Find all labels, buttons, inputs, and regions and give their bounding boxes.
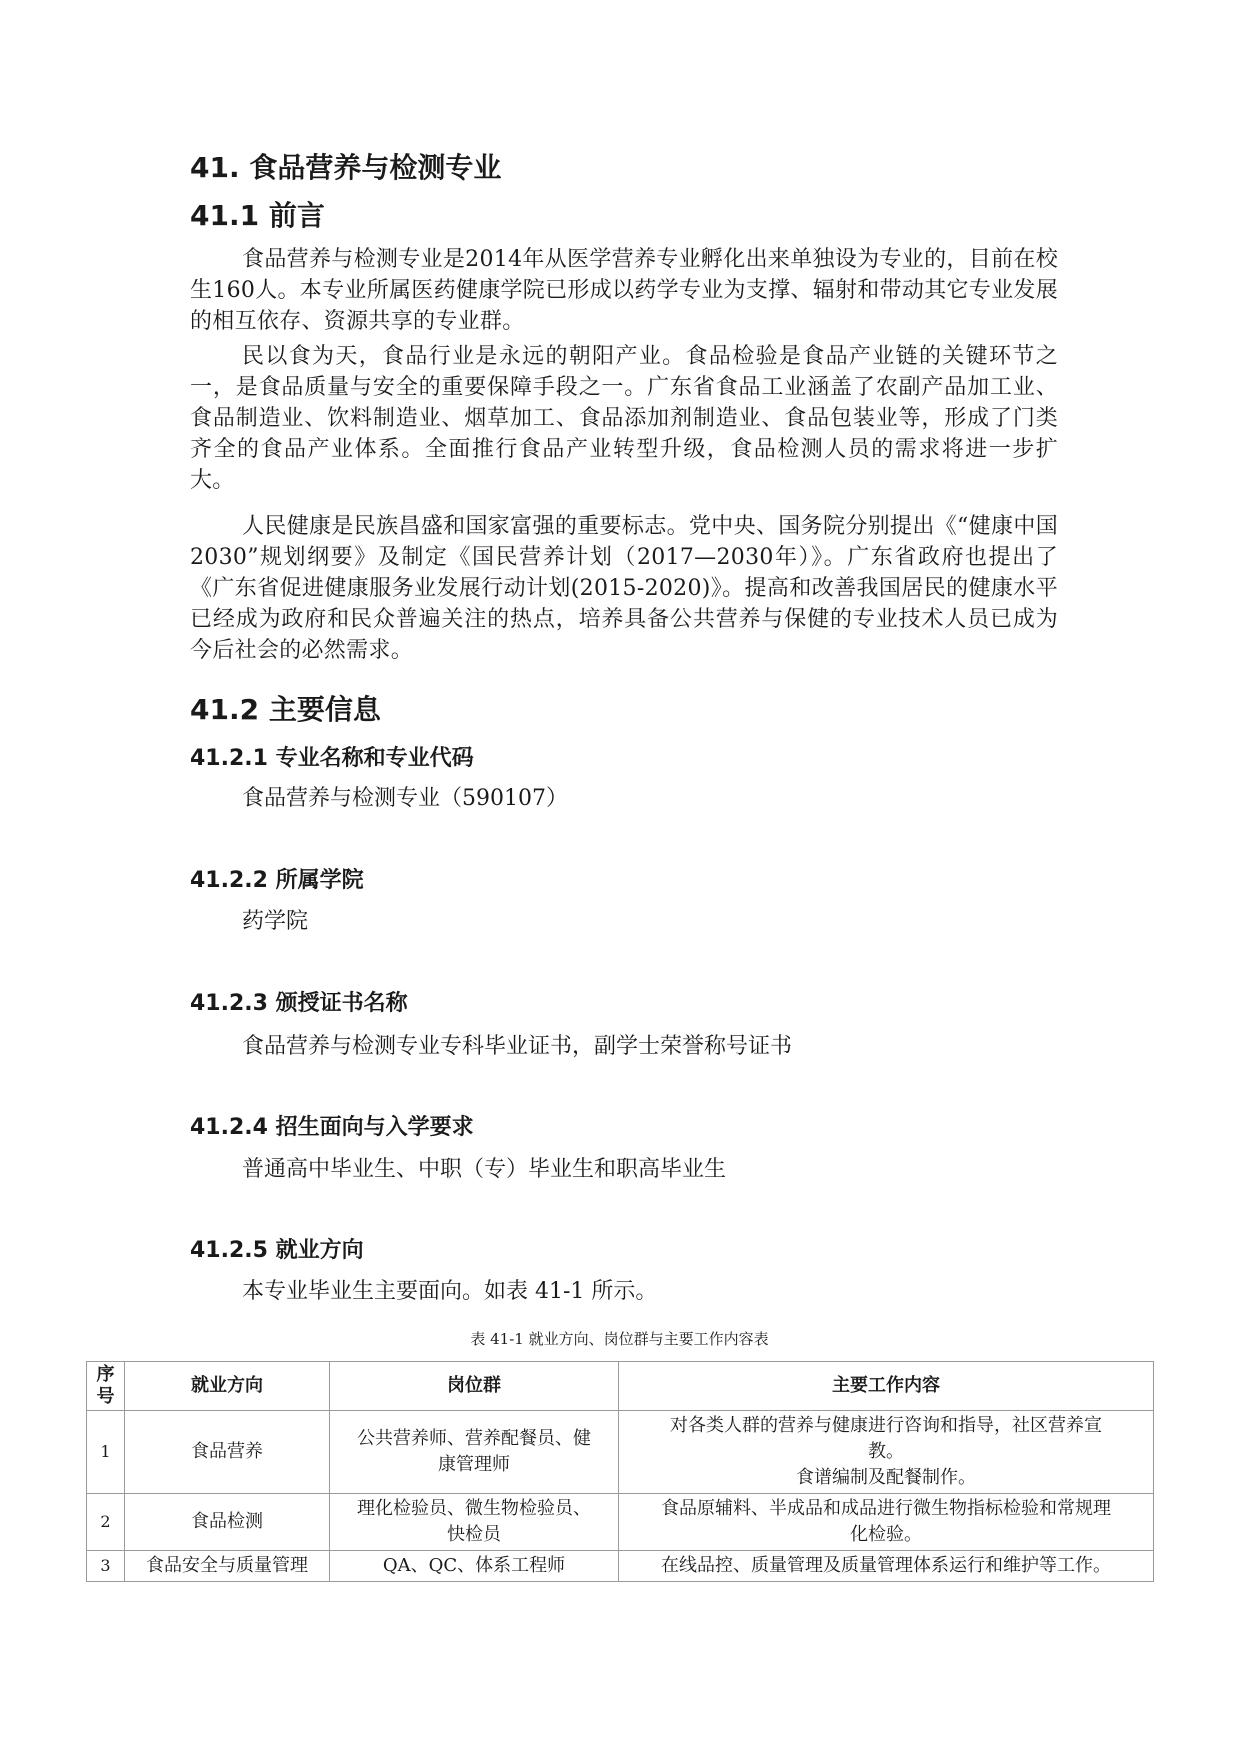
table-row bbox=[87, 1551, 1154, 1582]
section-title: 41. 食品营养与检测专业 bbox=[190, 151, 502, 184]
row-no: 2 bbox=[87, 1494, 125, 1551]
employment-table bbox=[86, 1361, 1154, 1582]
row-positions bbox=[330, 1551, 619, 1582]
row-content bbox=[619, 1494, 1154, 1551]
row-positions bbox=[330, 1411, 619, 1494]
major-name-heading: 41.2.1 专业名称和专业代码 bbox=[190, 746, 474, 771]
employment-heading: 41.2.5 就业方向 bbox=[190, 1238, 364, 1263]
row-no: 1 bbox=[87, 1411, 125, 1494]
admission-heading: 41.2.4 招生面向与入学要求 bbox=[190, 1115, 474, 1140]
college-heading: 41.2.2 所属学院 bbox=[190, 868, 364, 893]
header-content: 主要工作内容 bbox=[619, 1362, 1154, 1411]
certificate-text: 食品营养与检测专业专科毕业证书，副学士荣誉称号证书 bbox=[242, 1034, 793, 1059]
row-content bbox=[619, 1551, 1154, 1582]
positions-line: 康管理师 bbox=[438, 1454, 510, 1475]
header-direction: 就业方向 bbox=[125, 1362, 330, 1411]
content-line: 食品原辅料、半成品和成品进行微生物指标检验和常规理 bbox=[661, 1498, 1111, 1519]
header-no: 序号 bbox=[87, 1362, 125, 1411]
row-no: 3 bbox=[87, 1551, 125, 1582]
certificate-heading: 41.2.3 颁授证书名称 bbox=[190, 991, 408, 1016]
positions-line: 理化检验员、微生物检验员、 bbox=[357, 1498, 591, 1519]
table-row bbox=[87, 1494, 1154, 1551]
table-caption: 表 41-1 就业方向、岗位群与主要工作内容表 bbox=[470, 1330, 769, 1348]
header-positions: 岗位群 bbox=[330, 1362, 619, 1411]
positions-line: 快检员 bbox=[447, 1524, 501, 1545]
content-line: 在线品控、质量管理及质量管理体系运行和维护等工作。 bbox=[661, 1555, 1111, 1576]
employment-text: 本专业毕业生主要面向。如表 41-1 所示。 bbox=[242, 1279, 658, 1304]
content-line: 食谱编制及配餐制作。 bbox=[796, 1467, 976, 1488]
row-direction: 食品营养 bbox=[125, 1411, 330, 1494]
preface-heading: 41.1 前言 bbox=[190, 199, 325, 232]
positions-line: 公共营养师、营养配餐员、健 bbox=[357, 1428, 591, 1449]
college-text: 药学院 bbox=[242, 909, 309, 934]
content-line: 对各类人群的营养与健康进行咨询和指导，社区营养宣 bbox=[670, 1415, 1102, 1436]
row-direction: 食品安全与质量管理 bbox=[125, 1551, 330, 1582]
table-row bbox=[87, 1411, 1154, 1494]
preface-paragraph-3: 人民健康是民族昌盛和国家富强的重要标志。党中央、国务院分别提出《“健康中国 2030”规划纲要》及制定《国民营养计划（2017—2030年）》。广东省政府也提出了《广东省促进健康服务业发展行动计划(2015-2020)》。提高和改善我国居民的健康水平已经成为政府和民众普遍关注的热点，培养具备公共营养与保健的专业技术人员已成为今后社会的必然需求。 bbox=[190, 514, 1058, 663]
row-direction: 食品检测 bbox=[125, 1494, 330, 1551]
major-name-text: 食品营养与检测专业（590107） bbox=[242, 786, 568, 811]
row-content bbox=[619, 1411, 1154, 1494]
admission-text: 普通高中毕业生、中职（专）毕业生和职高毕业生 bbox=[242, 1157, 727, 1182]
table-header-row bbox=[87, 1362, 1154, 1411]
preface-paragraph-2: 民以食为天，食品行业是永远的朝阳产业。食品检验是食品产业链的关键环节之一，是食品质量与安全的重要保障手段之一。广东省食品工业涵盖了农副产品加工业、食品制造业、饮料制造业、烟草加工、食品添加剂制造业、食品包装业等，形成了门类齐全的食品产业体系。全面推行食品产业转型升级，食品检测人员的需求将进一步扩大。 bbox=[190, 344, 1058, 493]
row-positions bbox=[330, 1494, 619, 1551]
main-info-heading: 41.2 主要信息 bbox=[190, 693, 381, 726]
preface-paragraph-1: 食品营养与检测专业是2014年从医学营养专业孵化出来单独设为专业的，目前在校生160人。本专业所属医药健康学院已形成以药学专业为支撑、辐射和带动其它专业发展的相互依存、资源共享的专业群。 bbox=[190, 247, 1058, 334]
content-line: 教。 bbox=[868, 1441, 904, 1462]
content-line: 化检验。 bbox=[850, 1524, 922, 1545]
positions-line: QA、QC、体系工程师 bbox=[382, 1555, 566, 1576]
